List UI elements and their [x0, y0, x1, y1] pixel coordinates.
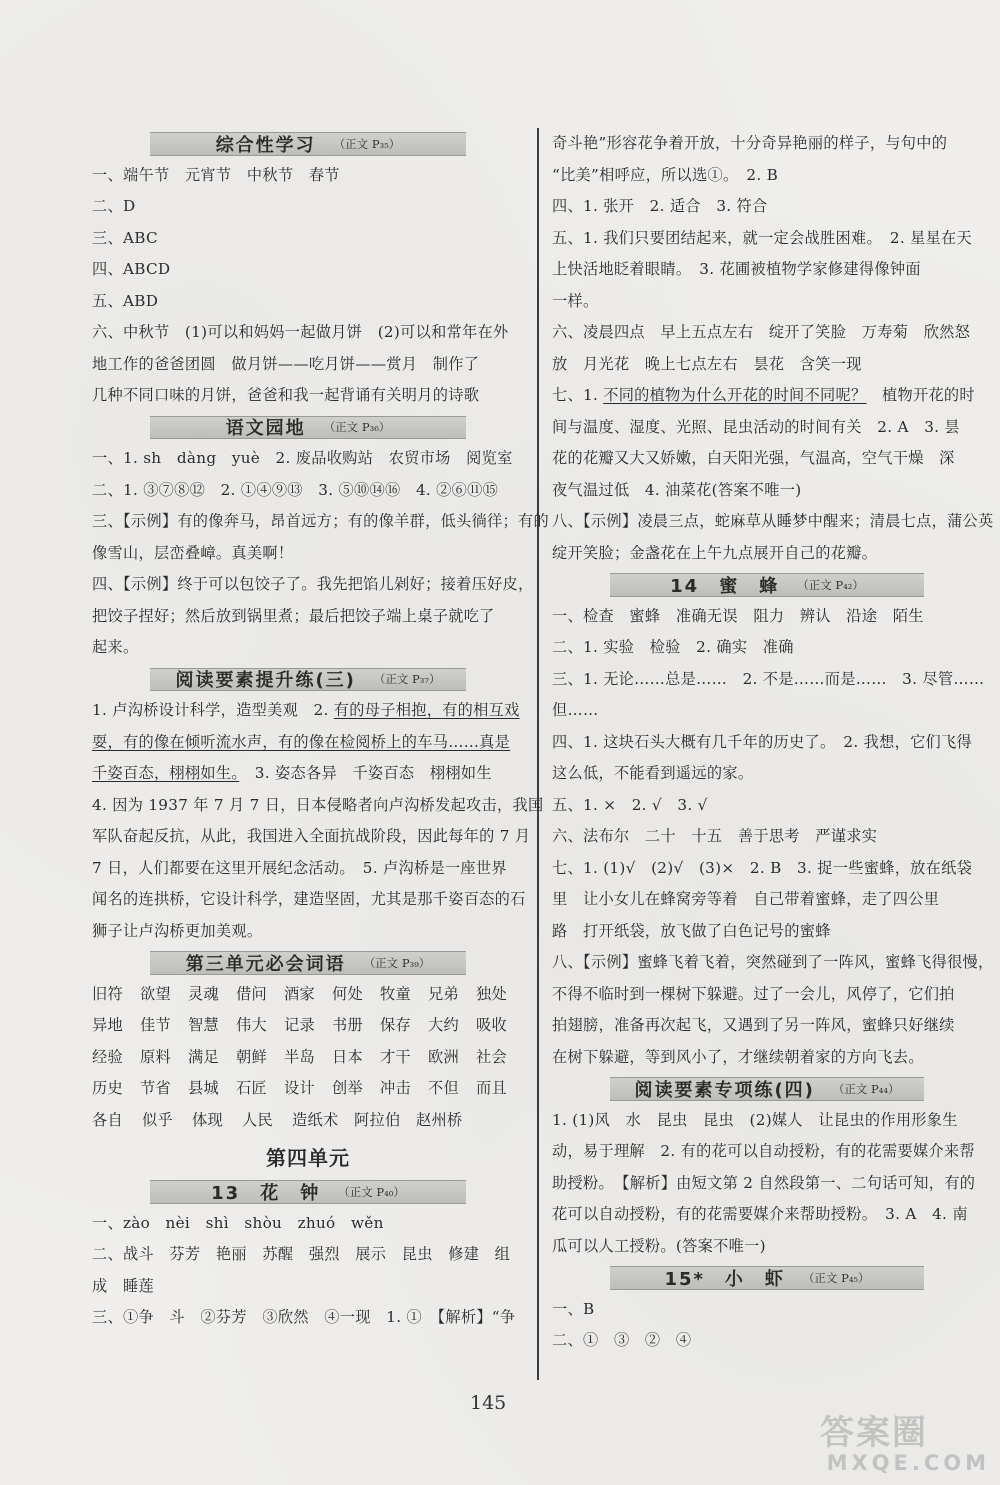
vocabulary-word: 酒家 — [284, 984, 315, 1003]
vocabulary-word: 才干 — [380, 1047, 411, 1066]
section-page-ref: （正文 P₃₆） — [323, 420, 391, 435]
answer-line: 八、【示例】凌晨三点，蛇麻草从睡梦中醒来；清晨七点，蒲公英 — [552, 512, 994, 530]
answer-line: 夜气温过低 4. 油菜花(答案不唯一) — [552, 480, 802, 499]
answer-line: 动，易于理解 2. 有的花可以自动授粉，有的花需要媒介来帮 — [552, 1142, 975, 1160]
answer-line: 二、D — [92, 197, 136, 215]
answer-line: 狮子让卢沟桥更加美观。 — [92, 921, 263, 940]
vocabulary-word: 造纸术 — [292, 1110, 339, 1129]
answer-line: 一、B — [552, 1299, 595, 1318]
answer-line: 1. (1)风 水 昆虫 昆虫 (2)媒人 让昆虫的作用形象生 — [552, 1110, 958, 1129]
answer-line: 八、【示例】蜜蜂飞着飞着，突然碰到了一阵风，蜜蜂飞得很慢， — [552, 953, 994, 971]
answer-line: 三、【示例】有的像奔马，昂首远方；有的像羊群，低头徜徉；有的 — [92, 512, 550, 530]
vocabulary-word: 独处 — [476, 984, 507, 1003]
vocabulary-word: 经验 — [92, 1047, 123, 1066]
answer-line: 几种不同口味的月饼，爸爸和我一起背诵有关明月的诗歌 — [92, 386, 480, 404]
vocabulary-word: 日本 — [332, 1047, 363, 1066]
answer-line: 上快活地眨着眼睛。 3. 花圃被植物学家修建得像钟面 — [552, 260, 921, 278]
vocabulary-word: 县城 — [188, 1079, 219, 1097]
vocabulary-word: 赵州桥 — [416, 1110, 463, 1129]
vocabulary-word: 欲望 — [140, 984, 171, 1003]
vocabulary-word: 各自 — [92, 1110, 123, 1129]
page-number: 145 — [470, 1392, 507, 1414]
answer-line: 瓜可以人工授粉。(答案不唯一) — [552, 1236, 766, 1255]
vocabulary-word: 创举 — [332, 1079, 363, 1097]
vocabulary-word: 何处 — [332, 984, 363, 1003]
section-page-ref: （正文 P₃₅） — [333, 136, 401, 151]
answer-line: 这么低，不能看到遥远的家。 — [552, 764, 754, 782]
answer-line: 四、ABCD — [92, 260, 171, 278]
left-column — [92, 128, 550, 1334]
answer-line: 军队奋起反抗，从此，我国进入全面抗战阶段，因此每年的 7 月 — [92, 827, 531, 845]
watermark-text: 答案圈 — [820, 1413, 928, 1453]
section-page-ref: （正文 P₃₉） — [363, 955, 431, 970]
answer-line: 三、①争 斗 ②芬芳 ③欣然 ④一现 1. ① 【解析】“争 — [92, 1308, 516, 1326]
underlined-answer: 有的母子相抱，有的相互戏 — [333, 701, 520, 719]
vocabulary-word: 阿拉伯 — [354, 1110, 401, 1129]
answer-line: 奇斗艳”形容花争着开放，十分奇异艳丽的样子，与句中的 — [552, 134, 948, 152]
answer-line: 二、战斗 芬芳 艳丽 苏醒 强烈 展示 昆虫 修建 组 — [92, 1245, 511, 1263]
vocabulary-row — [92, 1010, 524, 1042]
answer-line: 一、zào nèi shì shòu zhuó wěn — [92, 1213, 384, 1232]
vocabulary-word: 节省 — [140, 1079, 171, 1097]
answer-line: 五、1. 我们只要团结起来，就一定会战胜困难。 2. 星星在天 — [552, 228, 973, 247]
column-divider — [537, 128, 539, 1380]
underlined-answer: 不同的植物为什么开花的时间不同呢？ — [603, 386, 867, 404]
answer-line: 闻名的连拱桥，它设计科学，建造坚固，尤其是那千姿百态的石 — [92, 890, 526, 908]
answer-line: 花的花瓣又大又娇嫩，白天阳光强，气温高，空气干燥 深 — [552, 449, 955, 467]
watermark-url: MXQE.COM — [826, 1451, 990, 1475]
section-header — [92, 128, 524, 160]
answer-line: 间与温度、湿度、光照、昆虫活动的时间有关 2. A 3. 昙 — [552, 417, 960, 436]
vocabulary-word: 智慧 — [188, 1016, 219, 1034]
section-title: 阅读要素专项练(四) — [634, 1079, 815, 1101]
answer-line — [552, 380, 982, 412]
vocabulary-row — [92, 1042, 524, 1074]
answer-text: 七、1. — [552, 386, 604, 404]
vocabulary-word: 伟大 — [236, 1016, 267, 1034]
vocabulary-word: 不但 — [428, 1079, 459, 1097]
vocabulary-word: 人民 — [242, 1110, 273, 1129]
answer-line: 地工作的爸爸团圆 做月饼——吃月饼——赏月 制作了 — [92, 354, 480, 373]
answer-line: 4. 因为 1937 年 7 月 7 日，日本侵略者向卢沟桥发起攻击，我国 — [92, 795, 544, 814]
vocabulary-word: 半岛 — [284, 1047, 315, 1066]
section-header — [92, 412, 524, 444]
answer-line: 一、1. sh dàng yuè 2. 废品收购站 农贸市场 阅览室 — [92, 449, 513, 467]
vocabulary-word: 记录 — [284, 1016, 315, 1034]
section-title: 语文园地 — [225, 418, 306, 440]
section-header — [552, 1262, 982, 1294]
answer-line: 把饺子捏好；然后放到锅里煮；最后把饺子端上桌子就吃了 — [92, 606, 495, 625]
answer-line: 五、ABD — [92, 291, 159, 310]
vocabulary-word: 历史 — [92, 1079, 123, 1097]
answer-line: 在树下躲避，等到风小了，才继续朝着家的方向飞去。 — [552, 1047, 924, 1066]
section-title: 阅读要素提升练(三) — [175, 670, 356, 692]
answer-line: 放 月光花 晚上七点左右 昙花 含笑一现 — [552, 354, 862, 373]
answer-line: 四、1. 张开 2. 适合 3. 符合 — [552, 197, 768, 215]
answer-line: 二、1. 实验 检验 2. 确实 准确 — [552, 638, 794, 656]
vocabulary-word: 大约 — [428, 1016, 459, 1034]
vocabulary-word: 原料 — [140, 1047, 171, 1066]
answer-line: 四、【示例】终于可以包饺子了。我先把馅儿剁好；接着压好皮， — [92, 575, 534, 593]
answer-line: 六、凌晨四点 早上五点左右 绽开了笑脸 万寿菊 欣然怒 — [552, 323, 971, 341]
vocabulary-word: 似乎 — [142, 1110, 173, 1129]
section-header — [552, 569, 982, 601]
answer-line: 绽开笑脸；金盏花在上午九点展开自己的花瓣。 — [552, 543, 878, 562]
section-header — [552, 1073, 982, 1105]
vocabulary-word: 兄弟 — [428, 984, 459, 1003]
answer-line: 路 打开纸袋，放飞做了白色记号的蜜蜂 — [552, 921, 831, 940]
section-page-ref: （正文 P₄₀） — [338, 1184, 405, 1199]
section-title: 第三单元必会词语 — [185, 953, 346, 975]
section-header — [92, 664, 524, 696]
vocabulary-word: 借问 — [236, 984, 267, 1003]
answer-line: 成 睡莲 — [92, 1276, 154, 1295]
section-header — [92, 1176, 524, 1208]
vocabulary-word: 书册 — [332, 1016, 363, 1034]
vocabulary-word: 保存 — [380, 1016, 411, 1034]
answer-line: 像雪山，层峦叠嶂。真美啊！ — [92, 543, 294, 562]
vocabulary-word: 旧符 — [92, 984, 123, 1003]
answer-line: 二、① ③ ② ④ — [552, 1331, 692, 1349]
answer-line: 不得不临时到一棵树下躲避。过了一会儿，风停了，它们拍 — [552, 984, 955, 1003]
section-title: 综合性学习 — [215, 134, 316, 156]
vocabulary-word: 灵魂 — [188, 984, 219, 1003]
answer-line: 一、检查 蜜蜂 准确无误 阻力 辨认 沿途 陌生 — [552, 606, 924, 625]
answer-line: 六、法布尔 二十 十五 善于思考 严谨求实 — [552, 827, 878, 845]
answer-line: “比美”相呼应，所以选①。 2. B — [552, 165, 779, 184]
answer-line: 一样。 — [552, 291, 599, 310]
vocabulary-word: 而且 — [476, 1079, 507, 1097]
vocabulary-word: 社会 — [476, 1047, 507, 1066]
vocabulary-word: 佳节 — [140, 1016, 171, 1034]
vocabulary-row — [92, 1073, 524, 1105]
vocabulary-word: 欧洲 — [428, 1047, 459, 1066]
unit-title: 第四单元 — [266, 1145, 350, 1170]
vocabulary-word: 满足 — [188, 1047, 219, 1066]
answer-line: 四、1. 这块石头大概有几千年的历史了。 2. 我想，它们飞得 — [552, 732, 973, 751]
watermark-logo — [820, 1415, 990, 1477]
answer-line — [92, 695, 524, 727]
answer-line: 里 让小女儿在蜂窝旁等着 自己带着蜜蜂，走了四公里 — [552, 890, 940, 908]
section-title: 13 花 钟 — [211, 1182, 321, 1204]
right-column — [552, 128, 994, 1357]
vocabulary-word: 石匠 — [236, 1079, 267, 1097]
vocabulary-word: 体现 — [192, 1110, 223, 1129]
answer-line: 但…… — [552, 701, 599, 719]
section-page-ref: （正文 P₃₇） — [373, 672, 441, 687]
answer-line: 七、1. (1)√ (2)√ (3)× 2. B 3. 捉一些蜜蜂，放在纸袋 — [552, 858, 973, 877]
vocabulary-word: 冲击 — [380, 1079, 411, 1097]
answer-line: 三、ABC — [92, 228, 158, 247]
answer-line: 起来。 — [92, 638, 139, 656]
vocabulary-word: 设计 — [284, 1079, 315, 1097]
answer-line: 六、中秋节 (1)可以和妈妈一起做月饼 (2)可以和常年在外 — [92, 323, 509, 341]
section-title: 14 蜜 蜂 — [670, 575, 780, 597]
vocabulary-word: 异地 — [92, 1016, 123, 1034]
section-page-ref: （正文 P₄₅） — [802, 1270, 870, 1285]
answer-line: 二、1. ③⑦⑧⑫ 2. ①④⑨⑬ 3. ⑤⑩⑭⑯ 4. ②⑥⑪⑮ — [92, 480, 499, 499]
underlined-answer: 千姿百态，栩栩如生。 — [92, 764, 240, 782]
answer-line: 助授粉。 【解析】由短文第 2 自然段第一、二句话可知，有的 — [552, 1173, 976, 1192]
answer-line: 一、端午节 元宵节 中秋节 春节 — [92, 165, 340, 184]
vocabulary-row — [92, 979, 524, 1011]
section-page-ref: （正文 P₄₂） — [797, 577, 864, 592]
answer-text: 植物开花的时 — [866, 386, 975, 404]
vocabulary-word: 牧童 — [380, 984, 411, 1003]
vocabulary-word: 朝鲜 — [236, 1047, 267, 1066]
answer-line: 五、1. × 2. √ 3. √ — [552, 795, 708, 814]
answer-text: 3. 姿态各异 千姿百态 栩栩如生 — [239, 764, 492, 782]
section-title: 15* 小 虾 — [664, 1268, 785, 1290]
section-header — [92, 947, 524, 979]
answer-line: 花可以自动授粉，有的花需要媒介来帮助授粉。 3. A 4. 南 — [552, 1205, 968, 1223]
vocabulary-word: 吸收 — [476, 1016, 507, 1034]
vocabulary-row — [92, 1105, 524, 1137]
answer-line — [92, 727, 524, 759]
section-page-ref: （正文 P₄₄） — [832, 1081, 900, 1096]
vocabulary-grid — [92, 979, 524, 1137]
answer-text: 1. 卢沟桥设计科学，造型美观 2. — [92, 701, 334, 719]
answer-line: 拍翅膀，准备再次起飞，又遇到了另一阵风，蜜蜂只好继续 — [552, 1016, 955, 1034]
answer-line: 三、1. 无论……总是…… 2. 不是……而是…… 3. 尽管…… — [552, 669, 985, 688]
underlined-answer: 耍，有的像在倾听流水声，有的像在检阅桥上的车马……真是 — [92, 732, 511, 751]
answer-line: 7 日，人们都要在这里开展纪念活动。 5. 卢沟桥是一座世界 — [92, 858, 507, 877]
answer-line — [92, 758, 524, 790]
